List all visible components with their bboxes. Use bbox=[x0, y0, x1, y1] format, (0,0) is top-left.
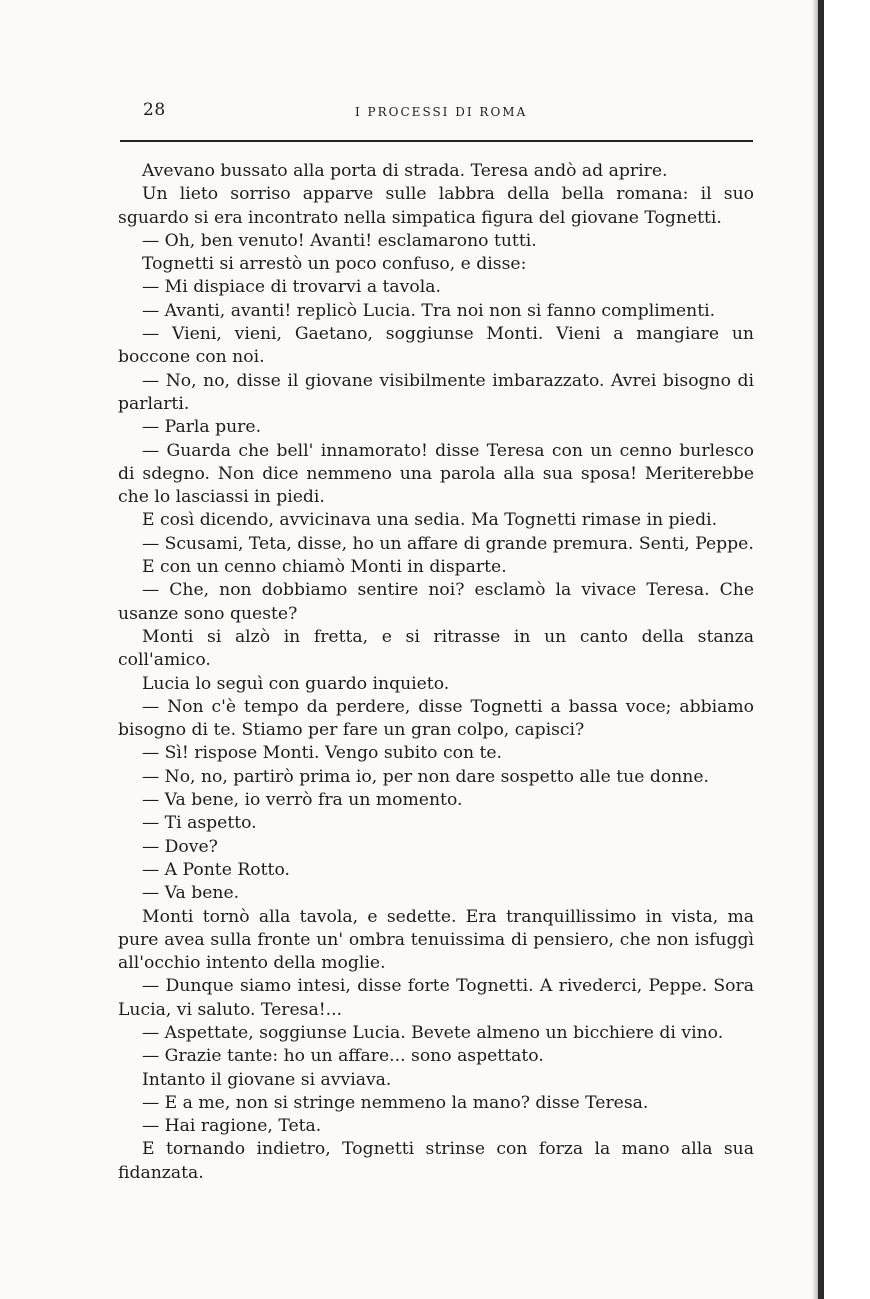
paragraph: Intanto il giovane si avviava. bbox=[142, 1069, 392, 1090]
paragraph: — Dunque siamo intesi, disse forte Tognetti. A rivederci, Peppe. Sora Lucia, vi saluto. Teresa!... bbox=[118, 976, 754, 1020]
paragraph: Lucia lo seguì con guardo inquieto. bbox=[142, 673, 450, 694]
paragraph: — Scusami, Teta, disse, ho un affare di grande premura. Senti, Peppe. bbox=[142, 533, 754, 554]
paragraph: E con un cenno chiamò Monti in disparte. bbox=[142, 557, 507, 578]
paragraph: E così dicendo, avvicinava una sedia. Ma Tognetti rimase in piedi. bbox=[142, 510, 718, 531]
paragraph: — Aspettate, soggiunse Lucia. Bevete almeno un bicchiere di vino. bbox=[142, 1022, 724, 1043]
header-rule bbox=[120, 140, 753, 142]
paragraph: — Oh, ben venuto! Avanti! esclamarono tutti. bbox=[142, 230, 537, 251]
paragraph: — Non c'è tempo da perdere, disse Tognetti a bassa voce; abbiamo bisogno di te. Stiamo per fare un gran colpo, capisci? bbox=[118, 696, 754, 741]
paragraph: — Sì! rispose Monti. Vengo subito con te. bbox=[142, 743, 503, 764]
paragraph: — E a me, non si stringe nemmeno la mano? disse Teresa. bbox=[142, 1092, 649, 1113]
paragraph: — A Ponte Rotto. bbox=[142, 859, 290, 880]
book-spine-edge bbox=[818, 0, 824, 1299]
paragraph: Tognetti si arrestò un poco confuso, e disse: bbox=[142, 254, 527, 275]
body-text bbox=[118, 160, 754, 1185]
paragraph: — Guarda che bell' innamorato! disse Teresa con un cenno burlesco di sdegno. Non dice nemmeno una parola alla sua sposa! Meriterebbe che lo lasciassi in piedi. bbox=[118, 440, 754, 508]
paragraph: Un lieto sorriso apparve sulle labbra della bella romana: il suo sguardo si era incontrato nella simpatica figura del giovane Tognetti. bbox=[118, 184, 754, 228]
paragraph: E tornando indietro, Tognetti strinse con forza la mano alla sua fidanzata. bbox=[118, 1139, 754, 1183]
paragraph: Monti si alzò in fretta, e si ritrasse in un canto della stanza coll'amico. bbox=[118, 626, 754, 671]
running-title: I PROCESSI DI ROMA bbox=[355, 105, 528, 119]
paragraph: — Hai ragione, Teta. bbox=[142, 1116, 322, 1137]
paragraph: — Grazie tante: ho un affare... sono aspettato. bbox=[142, 1046, 544, 1067]
paragraph: — Dove? bbox=[142, 836, 218, 857]
paragraph: — Ti aspetto. bbox=[142, 813, 257, 834]
paragraph: Avevano bussato alla porta di strada. Teresa andò ad aprire. bbox=[142, 161, 668, 181]
page-number: 28 bbox=[143, 100, 166, 120]
paragraph: — Mi dispiace di trovarvi a tavola. bbox=[142, 277, 441, 298]
paragraph: — No, no, partirò prima io, per non dare sospetto alle tue donne. bbox=[142, 766, 710, 787]
paragraph: — Va bene. bbox=[142, 883, 240, 904]
paragraph: — Va bene, io verrò fra un momento. bbox=[142, 790, 463, 811]
paragraph: Monti tornò alla tavola, e sedette. Era tranquillissimo in vista, ma pure avea sulla fronte un' ombra tenuissima di pensiero, che non isfuggì all'occhio intento della moglie. bbox=[118, 906, 754, 974]
paragraph: — Vieni, vieni, Gaetano, soggiunse Monti. Vieni a mangiare un boccone con noi. bbox=[118, 324, 754, 368]
paragraph: — No, no, disse il giovane visibilmente imbarazzato. Avrei bisogno di parlarti. bbox=[118, 370, 754, 414]
paragraph: — Che, non dobbiamo sentire noi? esclamò la vivace Teresa. Che usanze sono queste? bbox=[118, 580, 754, 624]
paragraph: — Avanti, avanti! replicò Lucia. Tra noi non si fanno complimenti. bbox=[142, 300, 716, 321]
paragraph: — Parla pure. bbox=[142, 417, 262, 438]
